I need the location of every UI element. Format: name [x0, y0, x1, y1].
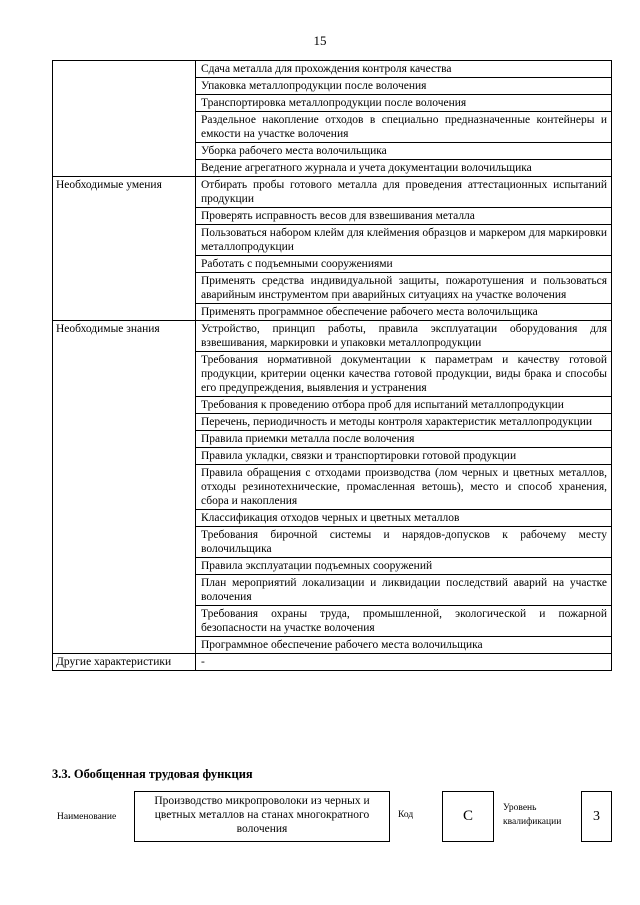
table-row [53, 177, 612, 208]
table-cell-item: Работать с подъемными сооружениями [196, 256, 612, 273]
table-cell-item: Проверять исправность весов для взвешивания металла [196, 208, 612, 225]
table-cell-item: Сдача металла для прохождения контроля качества [196, 61, 612, 78]
table-cell-item: Уборка рабочего места волочильщика [196, 143, 612, 160]
table-row [53, 321, 612, 352]
code-value-box: C [442, 791, 494, 842]
table-cell-item: Правила эксплуатации подъемных сооружений [196, 558, 612, 575]
table-cell-item: Перечень, периодичность и методы контроля характеристик металлопродукции [196, 414, 612, 431]
competency-table [52, 60, 612, 671]
table-cell-item: Устройство, принцип работы, правила эксплуатации оборудования для взвешивания, маркировки и упаковки металлопродукции [196, 321, 612, 352]
table-cell-item: Применять программное обеспечение рабочего места волочильщика [196, 304, 612, 321]
level-label-line1: Уровень [503, 803, 537, 813]
page-number: 15 [313, 33, 327, 48]
table-cell-item: Применять средства индивидуальной защиты, пожаротушения и пользоваться аварийным инструментом при аварийных ситуациях на участке волочения [196, 273, 612, 304]
table-cell-item: Отбирать пробы готового металла для проведения аттестационных испытаний продукции [196, 177, 612, 208]
level-value-box: 3 [581, 791, 612, 842]
name-label: Наименование [57, 812, 117, 822]
table-cell-item: Правила укладки, связки и транспортировки готовой продукции [196, 448, 612, 465]
table-row [53, 61, 612, 78]
section-title: 3.3. Обобщенная трудовая функция [52, 767, 253, 781]
table-cell-item: Требования бирочной системы и нарядов-допусков к рабочему месту волочильщика [196, 527, 612, 558]
table-cell-item: Программное обеспечение рабочего места волочильщика [196, 637, 612, 654]
table-cell-item: Раздельное накопление отходов в специально предназначенные контейнеры и емкости на участке волочения [196, 112, 612, 143]
table-cell-item: Правила обращения с отходами производства (лом черных и цветных металлов, отходы резинотехнические, промасленная ветошь), место и способ хранения, сбора и накопления [196, 465, 612, 510]
table-cell-item: План мероприятий локализации и ликвидации последствий аварий на участке волочения [196, 575, 612, 606]
table-cell-item: Транспортировка металлопродукции после волочения [196, 95, 612, 112]
table-cell-item: Требования к проведению отбора проб для испытаний металлопродукции [196, 397, 612, 414]
category-cell-continued [53, 61, 196, 177]
category-cell-knowledge: Необходимые знания [53, 321, 196, 654]
table-cell-item: Требования нормативной документации к параметрам и качеству готовой продукции, критерии оценки качества готовой продукции, виды брака и способы его предупреждения, выявления и устранения [196, 352, 612, 397]
table-row [53, 654, 612, 671]
function-name-box: Производство микропроволоки из черных и цветных металлов на станах многократного волочения [134, 791, 390, 842]
table-cell-item: - [196, 654, 612, 671]
category-cell-skills: Необходимые умения [53, 177, 196, 321]
table-cell-item: Правила приемки металла после волочения [196, 431, 612, 448]
table-cell-item: Классификация отходов черных и цветных металлов [196, 510, 612, 527]
table-cell-item: Упаковка металлопродукции после волочения [196, 78, 612, 95]
level-label-line2: квалификации [503, 817, 562, 827]
table-cell-item: Требования охраны труда, промышленной, экологической и пожарной безопасности на участке волочения [196, 606, 612, 637]
code-label: Код [398, 810, 414, 820]
category-cell-other: Другие характеристики [53, 654, 196, 671]
table-cell-item: Пользоваться набором клейм для клеймения образцов и маркером для маркировки металлопродукции [196, 225, 612, 256]
table-cell-item: Ведение агрегатного журнала и учета документации волочильщика [196, 160, 612, 177]
